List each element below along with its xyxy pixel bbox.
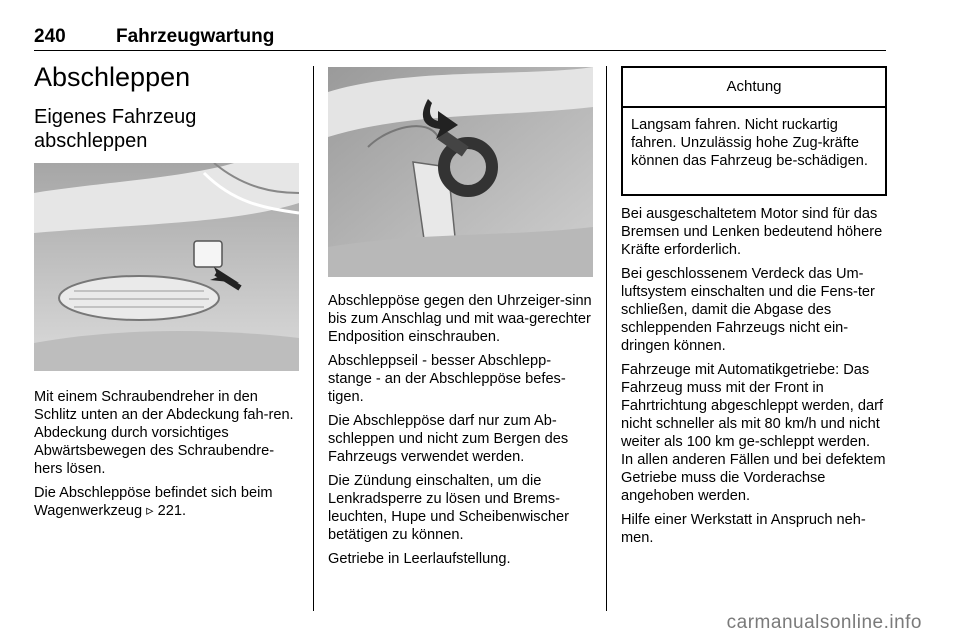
- paragraph: Bei geschlossenem Verdeck das Um-luftsystem einschalten und die Fens-ter schließen, damit die Abgase des schleppenden Fahrzeugs nicht ein-dringen können.: [621, 266, 875, 354]
- paragraph: Fahrzeuge mit Automatikgetriebe: Das Fahrzeug muss mit der Front in Fahrtrichtung abgeschleppt werden, darf nicht schneller als mit 80 km/h und nicht weiter als 100 km ge-schleppt werden. In allen anderen Fällen und bei defektem Getriebe muss die Vorderachse angehoben werden.: [621, 362, 886, 504]
- paragraph: Mit einem Schraubendreher in den Schlitz unten an der Abdeckung fah-ren. Abdeckung durch vorsichtiges Abwärtsbewegen des Schraubendre-hers lösen.: [34, 389, 294, 477]
- paragraph: Abschleppseil - besser Abschlepp-stange - an der Abschleppöse befes-tigen.: [328, 353, 566, 405]
- towing-eye-illustration: [328, 67, 593, 277]
- column-1-text: [34, 388, 299, 526]
- column-3-text: [621, 205, 886, 553]
- column-divider: [313, 66, 314, 611]
- paragraph: Hilfe einer Werkstatt in Anspruch neh-men.: [621, 512, 866, 546]
- warning-title: Achtung: [623, 68, 885, 108]
- warning-text: Langsam fahren. Nicht ruckartig fahren. Unzulässig hohe Zug-kräfte können das Fahrzeug be-schädigen.: [631, 117, 868, 169]
- column-2-text: [328, 292, 593, 574]
- paragraph-with-reference: Die Abschleppöse befindet sich beim Wagenwerkzeug ▹ 221.: [34, 485, 273, 519]
- paragraph: Getriebe in Leerlaufstellung.: [328, 551, 511, 567]
- paragraph: Die Abschleppöse darf nur zum Ab-schleppen und nicht zum Bergen des Fahrzeugs verwendet werden.: [328, 413, 569, 465]
- column-divider: [606, 66, 607, 611]
- bumper-cover-illustration: [34, 163, 299, 371]
- page-reference-icon: ▹: [146, 503, 154, 519]
- subsection-title: Eigenes Fahrzeug abschleppen: [34, 106, 197, 152]
- paragraph: Bei ausgeschaltetem Motor sind für das Bremsen und Lenken bedeutend höhere Kräfte erforderlich.: [621, 206, 883, 258]
- watermark: carmanualsonline.info: [726, 612, 922, 633]
- warning-box: [621, 66, 887, 196]
- page-number: 240: [34, 26, 66, 47]
- paragraph: Abschleppöse gegen den Uhrzeiger-sinn bis zum Anschlag und mit waa-gerechter Endposition einschrauben.: [328, 293, 592, 345]
- chapter-title: Fahrzeugwartung: [116, 26, 275, 47]
- page-header: [34, 26, 886, 51]
- paragraph: Die Zündung einschalten, um die Lenkradsperre zu lösen und Brems-leuchten, Hupe und Scheibenwischer betätigen zu können.: [328, 473, 569, 543]
- page-reference[interactable]: 221.: [157, 503, 187, 519]
- section-title: Abschleppen: [34, 62, 191, 92]
